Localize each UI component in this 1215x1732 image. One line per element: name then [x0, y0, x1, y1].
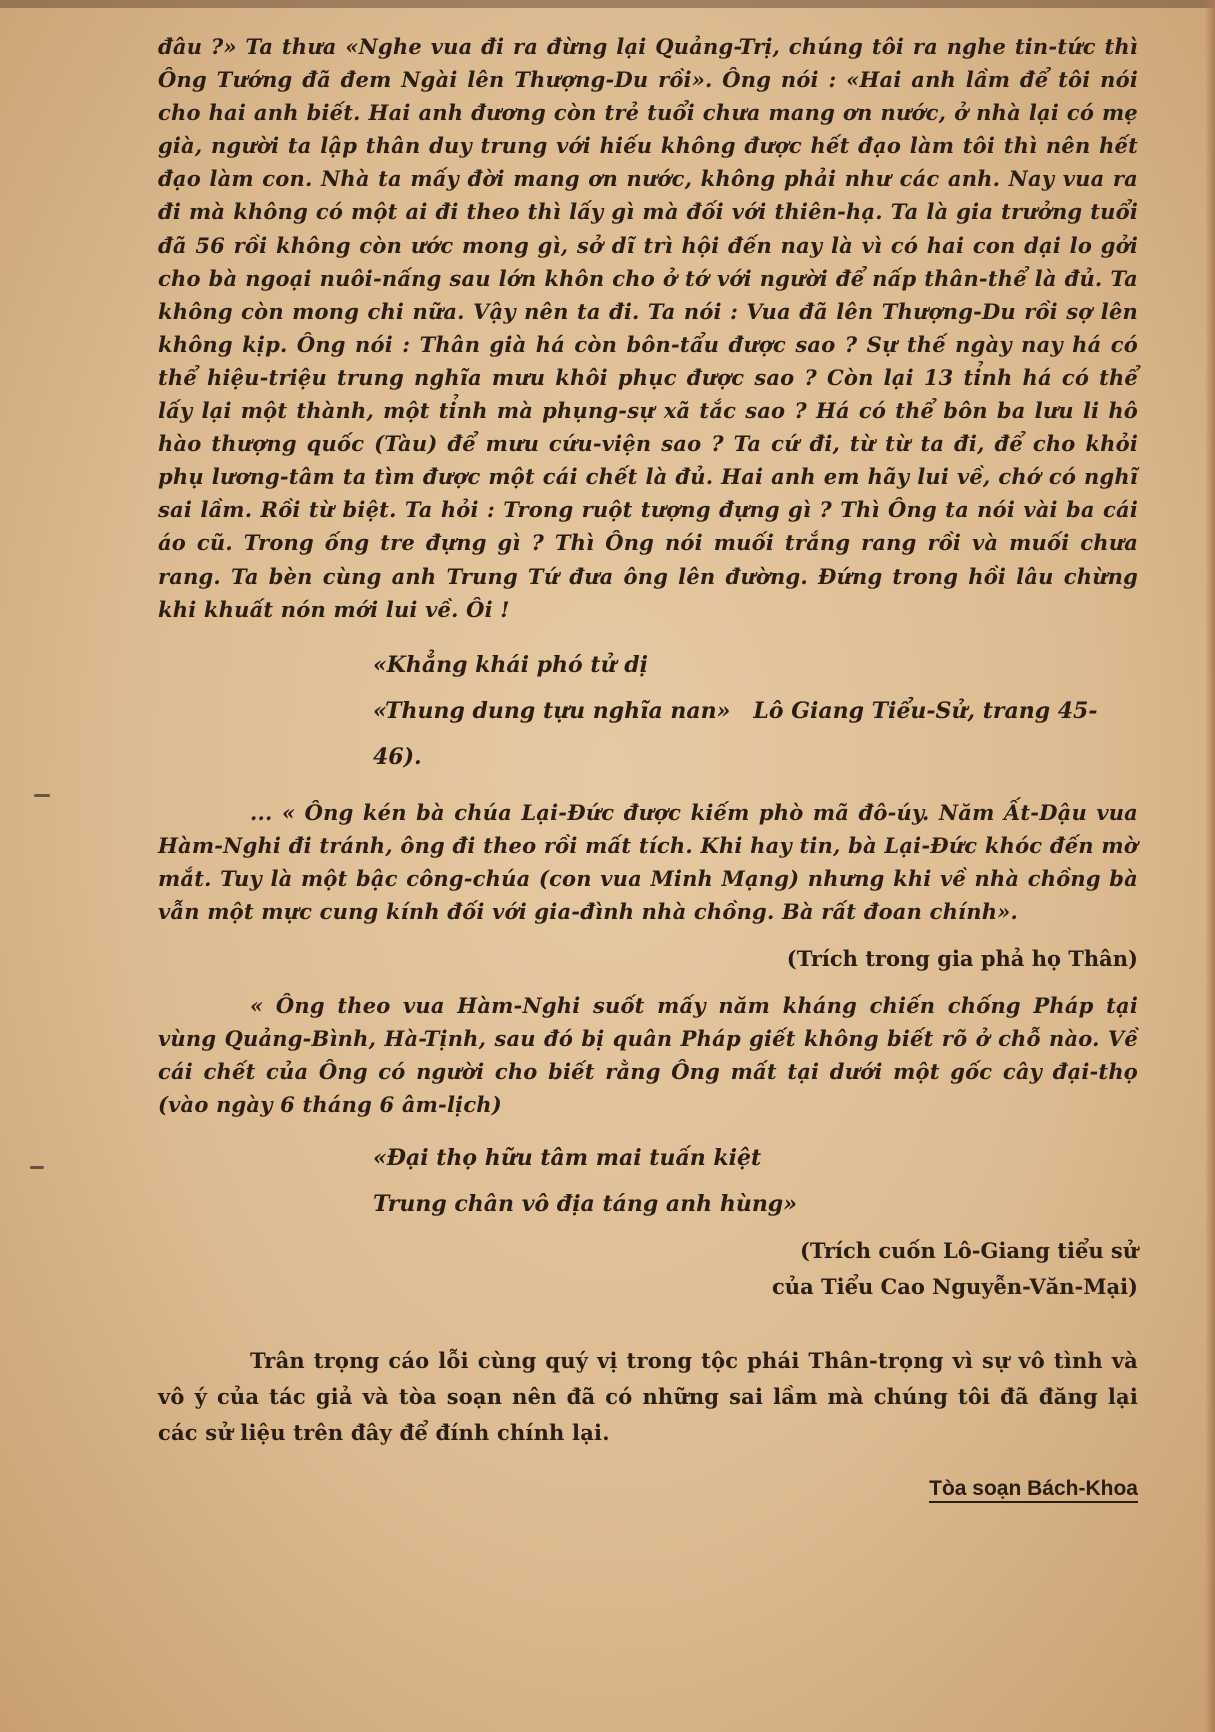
verse-line-text: «Thung dung tựu nghĩa nan» [373, 697, 731, 724]
speck-mark [34, 794, 50, 797]
verse-line: «Khẳng khái phó tử dị [373, 651, 648, 678]
verse-block-2 [158, 1135, 1138, 1227]
page-top-edge [0, 0, 1215, 8]
narrative-paragraph: đâu ?» Ta thưa «Nghe vua đi ra đừng lại Quảng-Trị, chúng tôi ra nghe tin-tức thì Ông Tướng đã đem Ngài lên Thượng-Du rồi». Ông nói : «Hai anh lầm để tôi nói cho hai anh biết. Hai anh đương còn trẻ tuổi chưa mang ơn nước, ở nhà lại có mẹ già, người ta lập thân duy trung với hiếu không được hết đạo làm tôi thì nên hết đạo làm con. Nhà ta mấy đời mang ơn nước, không phải như các anh. Nay vua ra đi mà không có một ai đi theo thì lấy gì mà đối với thiên-hạ. Ta là gia trưởng tuổi đã 56 rồi không còn ước mong gì, sở dĩ trì hội đến nay là vì có hai con dại lo gởi cho bà ngoại nuôi-nấng sau lớn khôn cho ở tớ với người để nấp thân-thể là đủ. Ta không còn mong chi nữa. Vậy nên ta đi. Ta nói : Vua đã lên Thượng-Du rồi sợ lên không kịp. Ông nói : Thân già há còn bôn-tẩu được sao ? Sự thế ngày nay há có thể hiệu-triệu trung nghĩa mưu khôi phục được sao ? Còn lại 13 tỉnh há có thể lấy lại một thành, một tỉnh mà phụng-sự xã tắc sao ? Há có thể bôn ba lưu li hô hào thượng quốc (Tàu) để mưu cứu-viện sao ? Ta cứ đi, từ từ ta đi, để cho khỏi phụ lương-tâm ta tìm được một cái chết là đủ. Hai anh em hãy lui về, chớ có nghĩ sai lầm. Rồi từ biệt. Ta hỏi : Trong ruột tượng đựng gì ? Thì Ông ta nói vài ba cái áo cũ. Trong ống tre đựng gì ? Thì Ông nói muối trắng rang rồi và muối chưa rang. Ta bèn cùng anh Trung Tứ đưa ông lên đường. Đứng trong hồi lâu chừng khi khuất nón mới lui về. Ôi ! [158, 34, 1138, 622]
verse-line-with-source [373, 688, 1138, 780]
page-right-edge [1205, 0, 1215, 1732]
verse-block-1 [158, 642, 1138, 780]
apology-paragraph: Trân trọng cáo lỗi cùng quý vị trong tộc phái Thân-trọng vì sự vô tình và vô ý của tác giả và tòa soạn nên đã có những sai lầm mà chúng tôi đã đăng lại các sử liệu trên đây để đính chính lại. [158, 1348, 1138, 1446]
speck-mark [30, 1166, 44, 1169]
citation-line: (Trích cuốn Lô-Giang tiểu sử [799, 1238, 1138, 1264]
verse-source: Lô Giang Tiểu-Sử, trang 45-46). [373, 697, 1098, 770]
history-paragraph: ... « Ông kén bà chúa Lại-Đức được kiếm phò mã đô-úy. Năm Ất-Dậu vua Hàm-Nghi đi tránh, ông đi theo rồi mất tích. Khi hay tin, bà Lại-Đức khóc đến mờ mắt. Tuy là một bậc công-chúa (con vua Minh Mạng) nhưng khi về nhà chồng bà vẫn một mực cung kính đối với gia-đình nhà chồng. Bà rất đoan chính». [158, 799, 1138, 924]
signature-block [158, 1477, 1138, 1503]
citation-line: của Tiểu Cao Nguyễn-Văn-Mại) [772, 1274, 1138, 1300]
citation-genealogy: (Trích trong gia phả họ Thân) [786, 946, 1138, 972]
citation-biography [158, 1233, 1138, 1305]
editorial-signature: Tòa soạn Bách-Khoa [929, 1477, 1138, 1503]
verse-line: «Đại thọ hữu tâm mai tuấn kiệt [373, 1145, 762, 1172]
article-body [158, 30, 1138, 1503]
verse-line: Trung chân vô địa táng anh hùng» [373, 1191, 797, 1218]
death-account-paragraph: « Ông theo vua Hàm-Nghi suốt mấy năm kháng chiến chống Pháp tại vùng Quảng-Bình, Hà-Tịnh, sau đó bị quân Pháp giết không biết rõ ở chỗ nào. Về cái chết của Ông có người cho biết rằng Ông mất tại dưới một gốc cây đại-thọ (vào ngày 6 tháng 6 âm-lịch) [158, 993, 1138, 1118]
